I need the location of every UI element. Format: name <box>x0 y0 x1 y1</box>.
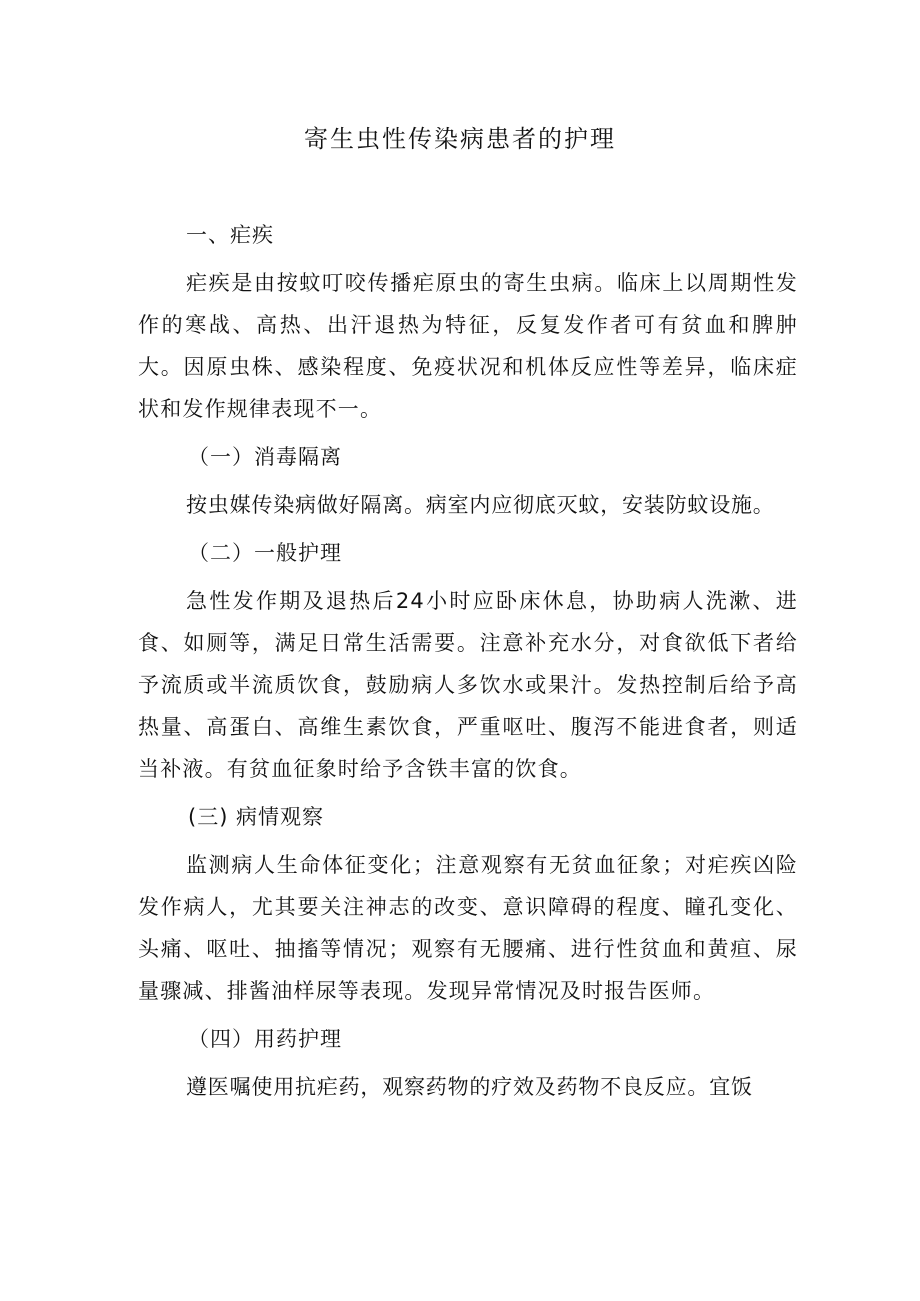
document-body <box>138 214 798 1114</box>
subsection-heading-disinfection: （一）消毒隔离 <box>188 445 342 469</box>
subsection-heading-general-care: （二）一般护理 <box>188 541 342 565</box>
subsection-paragraph-general-care: 急性发作期及退热后24小时应卧床休息，协助病人洗漱、进食、如厕等，满足日常生活需要。注意补充水分，对食欲低下者给予流质或半流质饮食，鼓励病人多饮水或果汁。发热控制后给予高热量、高蛋白、高维生素饮食，严重呕吐、腹泻不能进食者，则适当补液。有贫血征象时给予含铁丰富的饮食。 <box>138 589 798 781</box>
subsection-paragraph-medication: 遵医嘱使用抗疟药，观察药物的疗效及药物不良反应。宜饭 <box>186 1075 753 1099</box>
subsection-heading-medication: （四）用药护理 <box>188 1027 342 1051</box>
subsection-heading-observation: (三) 病情观察 <box>188 805 325 829</box>
section-heading-malaria: 一、疟疾 <box>186 223 274 247</box>
section-intro-paragraph: 疟疾是由按蚊叮咬传播疟原虫的寄生虫病。临床上以周期性发作的寒战、高热、出汗退热为特征，反复发作者可有贫血和脾肿大。因原虫株、感染程度、免疫状况和机体反应性等差异，临床症状和发作规律表现不一。 <box>138 271 798 421</box>
document-title: 寄生虫性传染病患者的护理 <box>304 125 616 153</box>
subsection-paragraph-disinfection: 按虫媒传染病做好隔离。病室内应彻底灭蚊，安装防蚊设施。 <box>186 493 775 517</box>
subsection-paragraph-observation: 监测病人生命体征变化；注意观察有无贫血征象；对疟疾凶险发作病人，尤其要关注神志的改变、意识障碍的程度、瞳孔变化、头痛、呕吐、抽搐等情况；观察有无腰痛、进行性贫血和黄疸、尿量骤减、排酱油样尿等表现。发现异常情况及时报告医师。 <box>138 853 798 1003</box>
